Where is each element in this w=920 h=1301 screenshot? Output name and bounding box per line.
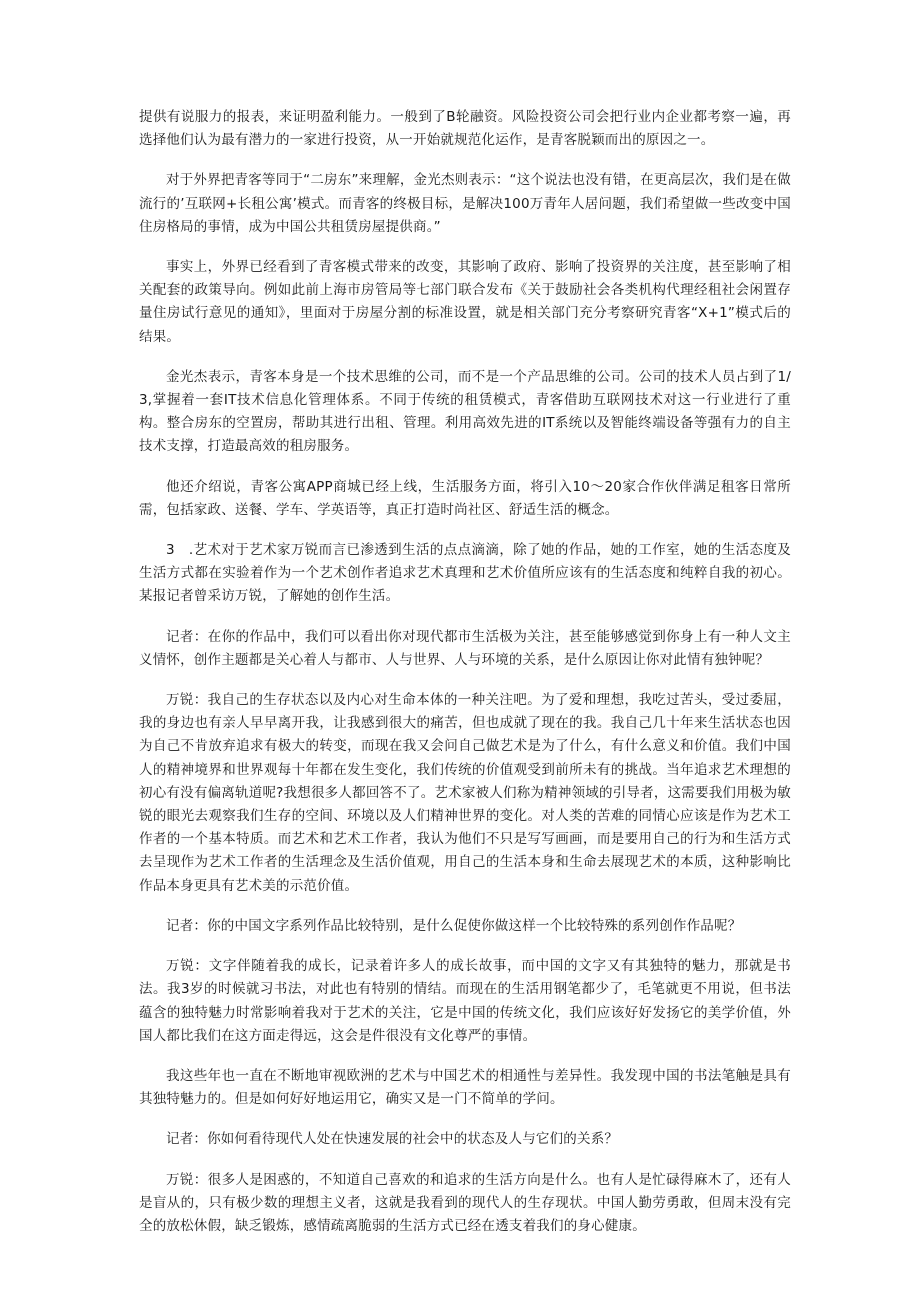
paragraph: 事实上，外界已经看到了青客模式带来的改变，其影响了政府、影响了投资界的关注度，甚至影响了相关配套的政策导向。例如此前上海市房管局等七部门联合发布《关于鼓励社会各类机构代理经租社会闲置存量住房试行意见的通知》，里面对于房屋分割的标准设置，就是相关部门充分考察研究青客“X+1”模式后的结果。 — [139, 259, 791, 345]
paragraph: 记者：你如何看待现代人处在快速发展的社会中的状态及人与它们的关系？ — [166, 1131, 619, 1148]
paragraph: 提供有说服力的报表，来证明盈利能力。一般到了B轮融资。风险投资公司会把行业内企业都考察一遍，再选择他们认为最有潜力的一家进行投资，从一开始就规范化运作，是青客脱颖而出的原因之一。 — [139, 109, 791, 149]
paragraph: 我这些年也一直在不断地审视欧洲的艺术与中国艺术的相通性与差异性。我发现中国的书法笔触是具有其独特魅力的。但是如何好好地运用它，确实又是一门不简单的学问。 — [139, 1067, 791, 1108]
paragraph: 万锐：很多人是困惑的，不知道自己喜欢的和追求的生活方向是什么。也有人是忙碌得麻木了，还有人是盲从的，只有极少数的理想主义者，这就是我看到的现代人的生存现状。中国人勤劳勇敢，但周末没有完全的放松休假，缺乏锻炼，感情疏离脆弱的生活方式已经在透支着我们的身心健康。 — [139, 1171, 791, 1234]
paragraph: 对于外界把青客等同于“二房东”来理解，金光杰则表示：“这个说法也没有错，在更高层次，我们是在做流行的’互联网+长租公寓’模式。而青客的终极目标，是解决100万青年人居问题，我们希望做一些改变中国住房格局的事情，成为中国公共租赁房屋提供商。” — [139, 172, 791, 235]
paragraph: 万锐：我自己的生存状态以及内心对生命本体的一种关注吧。为了爱和理想，我吃过苦头，受过委屈，我的身边也有亲人早早离开我，让我感到很大的痛苦，但也成就了现在的我。我自己几十年来生活状态也因为自己不肯放弃追求有极大的转变，而现在我又会问自己做艺术是为了什么，有什么意义和价值。我们中国人的精神境界和世界观每十年都在发生变化，我们传统的价值观受到前所未有的挑战。当年追求艺术理想的初心有没有偏离轨道呢?我想很多人都回答不了。艺术家被人们称为精神领域的引导者，这需要我们用极为敏锐的眼光去观察我们生存的空间、环境以及人们精神世界的变化。对人类的苦难的同情心应该是作为艺术工作者的一个基本特质。而艺术和艺术工作者，我认为他们不只是写写画画，而是要用自己的行为和生活方式去呈现作为艺术工作者的生活理念及生活价值观，用自己的生活本身和生命去展现艺术的本质，这种影响比作品本身更具有艺术美的示范价值。 — [139, 692, 791, 894]
paragraph: 他还介绍说，青客公寓APP商城已经上线，生活服务方面，将引入10〜20家合作伙伴满足租客日常所需，包括家政、送餐、学车、学英语等，真正打造时尚社区、舒适生活的概念。 — [139, 478, 791, 518]
paragraph: 3 .艺术对于艺术家万锐而言已渗透到生活的点点滴滴，除了她的作品，她的工作室，她的生活态度及生活方式都在实验着作为一个艺术创作者追求艺术真理和艺术价值所应该有的生活态度和纯粹自我的初心。某报记者曾采访万锐，了解她的创作生活。 — [139, 542, 791, 605]
document-body — [139, 106, 791, 1255]
paragraph: 万锐：文字伴随着我的成长，记录着许多人的成长故事，而中国的文字又有其独特的魅力，那就是书法。我3岁的时候就习书法，对此也有特别的情结。而现在的生活用钢笔都少了，毛笔就更不用说，但书法蕴含的独特魅力时常影响着我对于艺术的关注，它是中国的传统文化，我们应该好好发扬它的美学价值，外国人都比我们在这方面走得远，这会是件很没有文化尊严的事情。 — [139, 958, 791, 1044]
paragraph: 金光杰表示，青客本身是一个技术思维的公司，而不是一个产品思维的公司。公司的技术人员占到了1/3,掌握着一套IT技术信息化管理体系。不同于传统的租赁模式，青客借助互联网技术对这一行业进行了重构。整合房东的空置房，帮助其进行出租、管理。利用高效先进的IT系统以及智能终端设备等强有力的自主技术支撑，打造最高效的租房服务。 — [139, 368, 791, 455]
paragraph: 记者：在你的作品中，我们可以看出你对现代都市生活极为关注，甚至能够感觉到你身上有一种人文主义情怀，创作主题都是关心着人与都市、人与世界、人与环境的关系，是什么原因让你对此情有独钟呢？ — [139, 628, 791, 668]
paragraph: 记者：你的中国文字系列作品比较特别，是什么促使你做这样一个比较特殊的系列创作作品呢？ — [166, 917, 742, 934]
